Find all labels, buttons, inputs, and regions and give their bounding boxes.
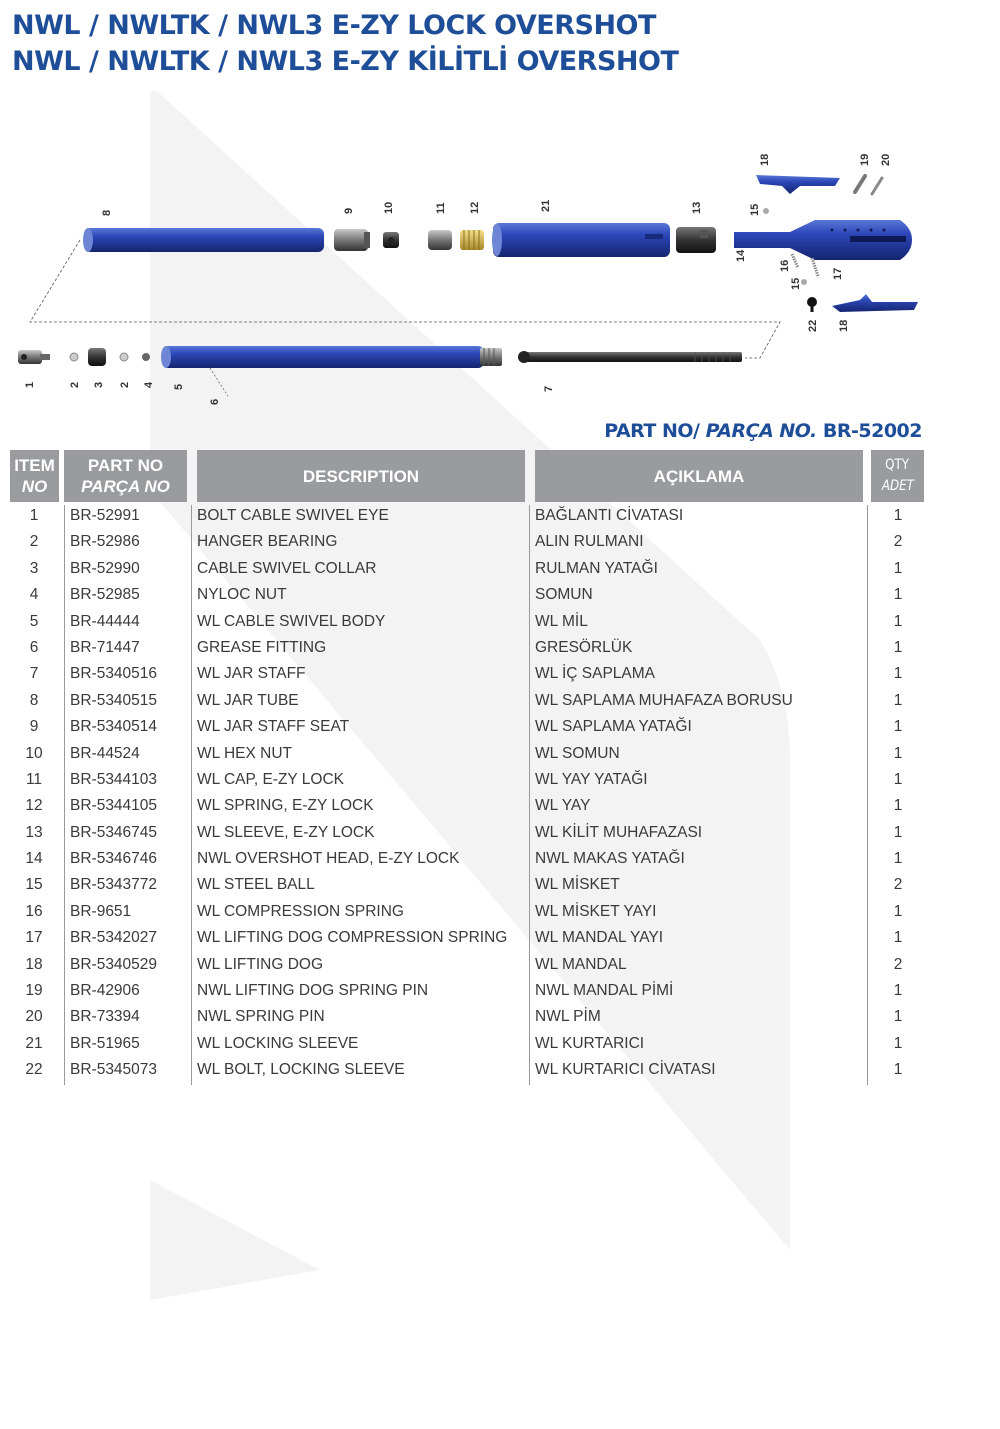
aciklama-cell: WL SAPLAMA YATAĞI [535,718,692,736]
qty-cell: 1 [893,1061,903,1079]
part-number-heading [604,420,922,442]
item-no-cell: 7 [29,665,39,683]
description-cell: GREASE FITTING [197,638,327,656]
description-cell: WL LIFTING DOG [197,955,324,973]
item-no-cell: 4 [29,586,39,604]
label-17: 17 [832,267,844,280]
item-no-cell: 10 [25,744,43,762]
item-no-cell: 18 [25,955,43,973]
part-18-lifting-dog-top [756,175,840,194]
part-no-cell: BR-71447 [70,638,140,656]
table-row [0,714,1000,740]
aciklama-cell: WL YAY YATAĞI [535,770,648,788]
title-en: NWL / NWLTK / NWL3 E-ZY LOCK OVERSHOT [12,10,656,41]
description-cell: WL LOCKING SLEEVE [197,1034,359,1052]
part-no-cell: BR-52991 [70,507,140,524]
description-cell: WL BOLT, LOCKING SLEEVE [197,1061,405,1079]
item-no-cell: 12 [25,797,43,815]
part-no-cell: BR-5340516 [70,665,158,683]
item-no-cell: 19 [25,982,43,1000]
qty-cell: 1 [893,797,903,815]
aciklama-cell: SOMUN [535,586,593,604]
aciklama-cell: WL KURTARICI [535,1034,645,1052]
aciklama-cell: NWL MAKAS YATAĞI [535,850,685,868]
part-19-pin [855,176,865,192]
part-no-cell: BR-52986 [70,533,140,551]
qty-cell: 1 [893,929,903,947]
aciklama-cell: WL MİL [535,612,588,630]
table-row [0,609,1000,635]
item-no-cell: 2 [29,533,39,551]
part-no-cell: BR-5344103 [70,770,158,788]
qty-cell: 2 [893,533,903,551]
table-row [0,529,1000,555]
aciklama-cell: ALIN RULMANI [535,533,644,551]
table-row [0,899,1000,925]
table-row [0,688,1000,714]
part-no-cell: BR-5344105 [70,797,158,815]
table-row [0,503,1000,529]
part-no-cell: BR-42906 [70,982,140,1000]
aciklama-cell: RULMAN YATAĞI [535,559,658,577]
part-8-jar-tube [84,228,324,252]
item-no-cell: 6 [29,638,39,656]
part-no-cell: BR-5340515 [70,691,158,709]
description-cell: NWL OVERSHOT HEAD, E-ZY LOCK [197,850,460,868]
aciklama-cell: WL YAY [535,797,591,815]
aciklama-cell: WL İÇ SAPLAMA [535,665,656,683]
part-2-bearing-b [120,353,128,361]
qty-cell: 1 [893,665,903,683]
part-9-staff-seat [334,229,368,251]
part-no-cell: BR-51965 [70,1034,140,1052]
part-no-cell: BR-44444 [70,612,140,630]
description-cell: HANGER BEARING [197,533,338,551]
part-2-bearing [70,353,78,361]
label-18-top: 18 [759,153,771,166]
qty-cell: 1 [893,718,903,736]
header-qty: QTY ADET [871,450,924,502]
part-5-swivel-body [162,346,484,368]
item-no-cell: 22 [25,1061,43,1079]
table-row [0,925,1000,951]
aciklama-cell: WL SAPLAMA MUHAFAZA BORUSU [535,691,793,709]
header-part-no: PART NO PARÇA NO [64,450,187,502]
qty-cell: 1 [893,770,903,788]
header-aciklama: AÇIKLAMA [535,450,863,502]
aciklama-cell: WL MANDAL [535,955,627,973]
table-row [0,1004,1000,1030]
item-no-cell: 16 [25,902,43,920]
aciklama-cell: WL SOMUN [535,744,620,762]
qty-cell: 1 [893,823,903,841]
aciklama-cell: WL MİSKET [535,876,620,894]
label-2: 2 [69,381,81,388]
qty-cell: 1 [893,1034,903,1052]
qty-cell: 1 [893,902,903,920]
label-12: 12 [469,201,481,214]
description-cell: WL CAP, E-ZY LOCK [197,770,345,788]
qty-cell: 1 [893,612,903,630]
label-16: 16 [779,259,791,272]
qty-cell: 1 [893,691,903,709]
table-row [0,978,1000,1004]
qty-cell: 1 [893,638,903,656]
table-row [0,952,1000,978]
table-row [0,872,1000,898]
item-no-cell: 3 [29,559,39,577]
qty-cell: 1 [893,850,903,868]
description-cell: NWL LIFTING DOG SPRING PIN [197,982,429,1000]
label-6: 6 [209,398,221,405]
description-cell: WL STEEL BALL [197,876,315,894]
description-cell: WL SPRING, E-ZY LOCK [197,797,374,815]
part-3-swivel-collar [88,348,106,366]
part-20-pin [872,178,882,194]
qty-cell: 1 [893,1008,903,1026]
item-no-cell: 14 [25,850,43,868]
part-no-cell: BR-52985 [70,586,140,604]
part-17-spring [812,258,818,276]
label-15-bottom: 15 [790,277,802,290]
label-15-top: 15 [749,203,761,216]
item-no-cell: 11 [25,770,43,788]
aciklama-cell: GRESÖRLÜK [535,638,633,656]
label-5: 5 [173,383,185,390]
label-2b: 2 [119,381,131,388]
table-row [0,1057,1000,1083]
item-no-cell: 13 [25,823,43,841]
table-row [0,820,1000,846]
part-15-ball [763,208,769,214]
part-no-label: PART NO/ [604,420,700,442]
part-no-cell: BR-5345073 [70,1061,158,1079]
item-no-cell: 21 [25,1034,43,1052]
description-cell: WL JAR TUBE [197,691,299,709]
description-cell: WL JAR STAFF [197,665,306,683]
table-row [0,661,1000,687]
description-cell: WL LIFTING DOG COMPRESSION SPRING [197,929,508,947]
aciklama-cell: WL MİSKET YAYI [535,902,657,920]
part-no-cell: BR-5342027 [70,929,158,947]
table-row [0,582,1000,608]
table-row [0,1031,1000,1057]
item-no-cell: 9 [29,718,39,736]
part-no-label-tr: PARÇA NO. [705,420,817,442]
part-no-cell: BR-5340514 [70,718,158,736]
label-4: 4 [143,381,155,388]
item-no-cell: 17 [25,929,43,947]
label-22: 22 [807,319,819,332]
table-row [0,846,1000,872]
part-21-locking-sleeve [493,223,670,257]
qty-cell: 1 [893,982,903,1000]
part-no-cell: BR-5343772 [70,876,158,894]
assembly-line [30,240,780,358]
part-no-cell: BR-73394 [70,1008,140,1026]
label-1: 1 [24,381,36,388]
table-body [0,503,1000,1084]
description-cell: WL HEX NUT [197,744,293,762]
title-block [12,8,678,80]
label-21: 21 [540,199,552,212]
label-18-bottom: 18 [838,319,850,332]
label-19: 19 [859,153,871,166]
part-16-spring [792,254,798,268]
label-10: 10 [383,201,395,214]
table-row [0,556,1000,582]
qty-cell: 1 [893,559,903,577]
item-no-cell: 8 [29,691,39,709]
description-cell: WL JAR STAFF SEAT [197,718,350,736]
part-no-cell: BR-52990 [70,559,140,577]
item-no-cell: 15 [25,876,43,894]
header-description: DESCRIPTION [197,450,525,502]
exploded-diagram [0,140,1000,420]
aciklama-cell: BAĞLANTI CİVATASI [535,507,684,524]
part-no-cell: BR-9651 [70,902,132,920]
label-3: 3 [93,381,105,388]
description-cell: NYLOC NUT [197,586,287,604]
table-row [0,767,1000,793]
description-cell: NWL SPRING PIN [197,1008,325,1026]
title-tr: NWL / NWLTK / NWL3 E-ZY KİLİTLİ OVERSHOT [12,46,679,77]
table-row [0,635,1000,661]
description-cell: CABLE SWIVEL COLLAR [197,559,377,577]
part-no-cell: BR-5346746 [70,850,158,868]
aciklama-cell: NWL PİM [535,1008,601,1026]
description-cell: WL SLEEVE, E-ZY LOCK [197,823,375,841]
aciklama-cell: WL MANDAL YAYI [535,929,664,947]
aciklama-cell: NWL MANDAL PİMİ [535,982,674,1000]
qty-cell: 1 [893,586,903,604]
label-11: 11 [435,202,447,214]
description-cell: BOLT CABLE SWIVEL EYE [197,507,389,524]
header-item-no: ITEM NO [10,450,59,502]
part-no-cell: BR-5346745 [70,823,158,841]
label-13: 13 [691,201,703,214]
item-no-cell: 1 [29,507,39,524]
part-4-nut [142,353,150,361]
item-no-cell: 5 [29,612,39,630]
aciklama-cell: WL KURTARICI CİVATASI [535,1061,716,1079]
part-13-sleeve [676,227,716,253]
aciklama-cell: WL KİLİT MUHAFAZASI [535,823,703,841]
table-row [0,741,1000,767]
qty-cell: 2 [893,955,903,973]
part-6-grease-leader [210,368,228,396]
table-row [0,793,1000,819]
label-7: 7 [543,385,555,392]
label-14: 14 [735,249,747,262]
part-no-cell: BR-44524 [70,744,140,762]
part-no-value: BR-52002 [822,420,922,442]
part-no-cell: BR-5340529 [70,955,158,973]
qty-cell: 1 [893,744,903,762]
label-20: 20 [880,153,892,166]
description-cell: WL COMPRESSION SPRING [197,902,404,920]
part-11-cap [428,230,452,250]
qty-cell: 1 [893,507,903,524]
part-18-lifting-dog-bottom [832,294,918,312]
description-cell: WL CABLE SWIVEL BODY [197,612,386,630]
label-8: 8 [101,209,113,216]
item-no-cell: 20 [25,1008,43,1026]
label-9: 9 [343,207,355,214]
qty-cell: 2 [893,876,903,894]
